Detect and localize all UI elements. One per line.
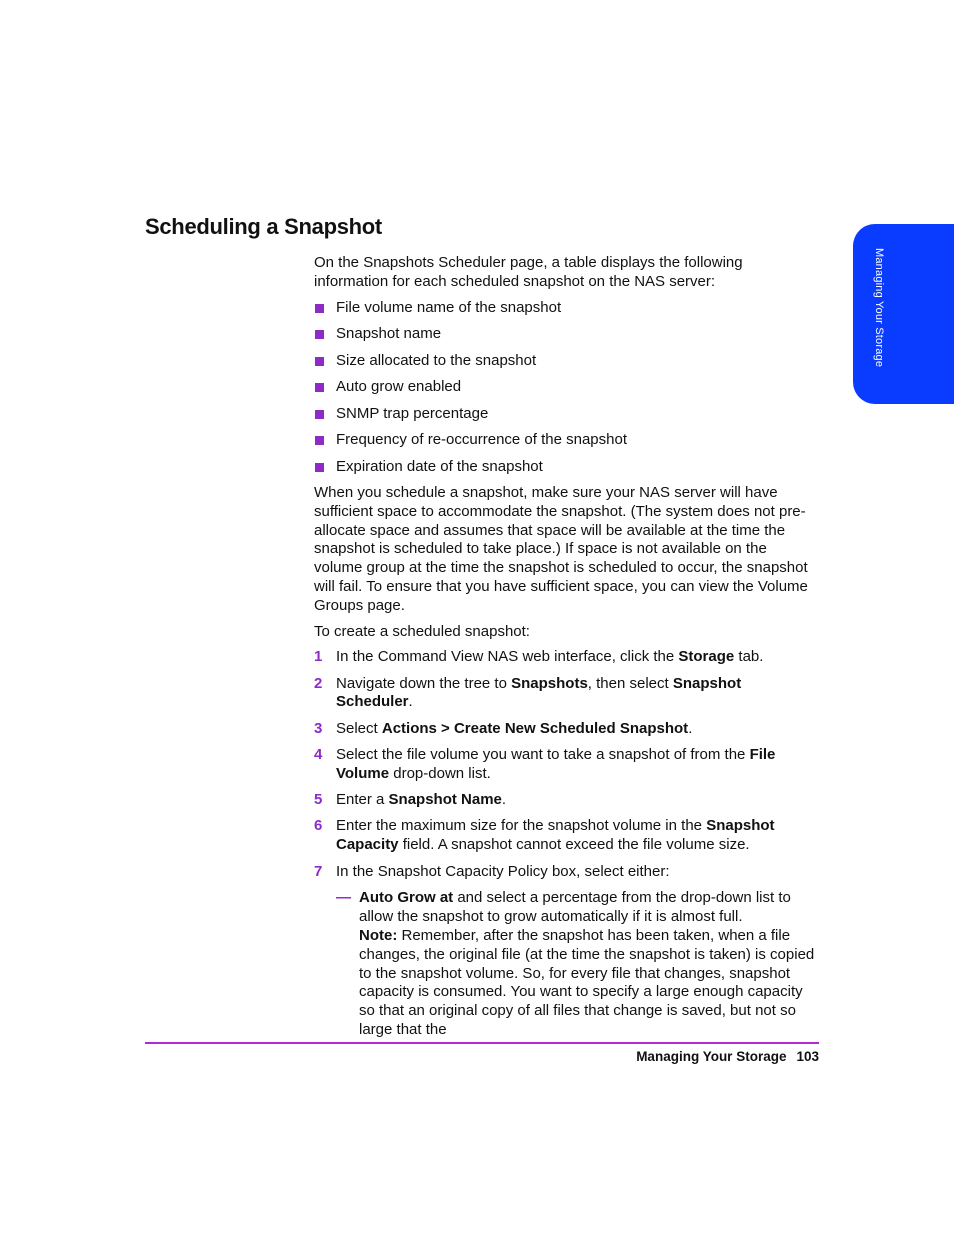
footer-section-title: Managing Your Storage xyxy=(636,1049,787,1064)
page-title: Scheduling a Snapshot xyxy=(145,214,382,239)
dash-bullet-icon: — xyxy=(336,889,351,907)
page-number: 103 xyxy=(796,1049,819,1064)
step-item: 5 Enter a Snapshot Name. xyxy=(314,791,507,809)
step-number: 6 xyxy=(314,817,323,835)
step-item: 7 In the Snapshot Capacity Policy box, select either: — Auto Grow at and select a percentage from the drop-down list to allow the snapshot to grow automatically if it is almost full. Note: Remember, after the snapshot has been taken, when a file changes, the original file (at the time the snapshot is taken) is copied to the snapshot volume. So, for every file that changes, snapshot capacity is consumed. You want to specify a large enough capacity so that an original copy of all files that change is saved, but not so large that the xyxy=(314,863,819,1040)
note-text: Remember, after the snapshot has been taken, when a file changes, the original file (at the time the snapshot is taken) is copied to the snapshot volume. So, for every file that changes, snapshot capacity is consumed. You want to specify a large enough capacity so that an original copy of all files that change is saved, but not so large that the xyxy=(359,926,815,1038)
space-paragraph: When you schedule a snapshot, make sure your NAS server will have sufficient space to accommodate the snapshot. (The system does not pre-allocate space and assumes that space will be available at the time the snapshot is scheduled to take place.) If space is not available on the volume group at the time the snapshot is scheduled to occur, the snapshot will fail. To ensure that you have sufficient space, you can view the Volume Groups page. xyxy=(314,483,808,614)
square-bullet-icon xyxy=(315,463,324,472)
sub-option-auto-grow: — Auto Grow at and select a percentage from the drop-down list to allow the snapshot to grow automatically if it is almost full. Note: Remember, after the snapshot has been taken, when a file changes, the original file (at the time the snapshot is taken) is copied to the snapshot volume. So, for every file that changes, snapshot capacity is consumed. You want to specify a large enough capacity so that an original copy of all files that change is saved, but not so large that the xyxy=(336,889,815,1038)
list-item: Frequency of re-occurrence of the snapshot xyxy=(314,431,819,450)
steps-intro: To create a scheduled snapshot: xyxy=(314,622,530,640)
step-number: 1 xyxy=(314,648,323,666)
step-item: 2 Navigate down the tree to Snapshots, then select Snapshot Scheduler. xyxy=(314,674,742,711)
step-number: 2 xyxy=(314,674,323,692)
steps-list xyxy=(314,648,819,1039)
square-bullet-icon xyxy=(315,304,324,313)
intro-paragraph: On the Snapshots Scheduler page, a table displays the following information for each scheduled snapshot on the NAS server: xyxy=(314,254,743,290)
note-label: Note: xyxy=(359,926,398,944)
list-item: Expiration date of the snapshot xyxy=(314,458,819,477)
square-bullet-icon xyxy=(315,383,324,392)
list-item: Snapshot name xyxy=(314,325,819,344)
page-footer xyxy=(636,1049,819,1064)
chapter-tab-label: Managing Your Storage xyxy=(873,248,885,368)
list-item: Size allocated to the snapshot xyxy=(314,352,819,371)
step-item: 4 Select the file volume you want to take a snapshot of from the File Volume drop-down list. xyxy=(314,746,776,782)
list-item: Auto grow enabled xyxy=(314,378,819,397)
step-number: 7 xyxy=(314,862,323,880)
main-content xyxy=(314,254,819,1047)
step-item: 6 Enter the maximum size for the snapshot volume in the Snapshot Capacity field. A snapshot cannot exceed the file volume size. xyxy=(314,817,775,854)
step-item: 3 Select Actions > Create New Scheduled Snapshot. xyxy=(314,719,693,737)
step-number: 5 xyxy=(314,791,323,809)
step-number: 4 xyxy=(314,746,323,764)
footer-divider xyxy=(145,1042,819,1044)
square-bullet-icon xyxy=(315,330,324,339)
step-item: 1 In the Command View NAS web interface, click the Storage tab. xyxy=(314,648,764,666)
step-number: 3 xyxy=(314,719,323,737)
list-item: SNMP trap percentage xyxy=(314,405,819,424)
info-list xyxy=(314,299,819,477)
square-bullet-icon xyxy=(315,436,324,445)
chapter-tab xyxy=(853,224,954,404)
square-bullet-icon xyxy=(315,410,324,419)
list-item: File volume name of the snapshot xyxy=(314,299,819,318)
square-bullet-icon xyxy=(315,357,324,366)
